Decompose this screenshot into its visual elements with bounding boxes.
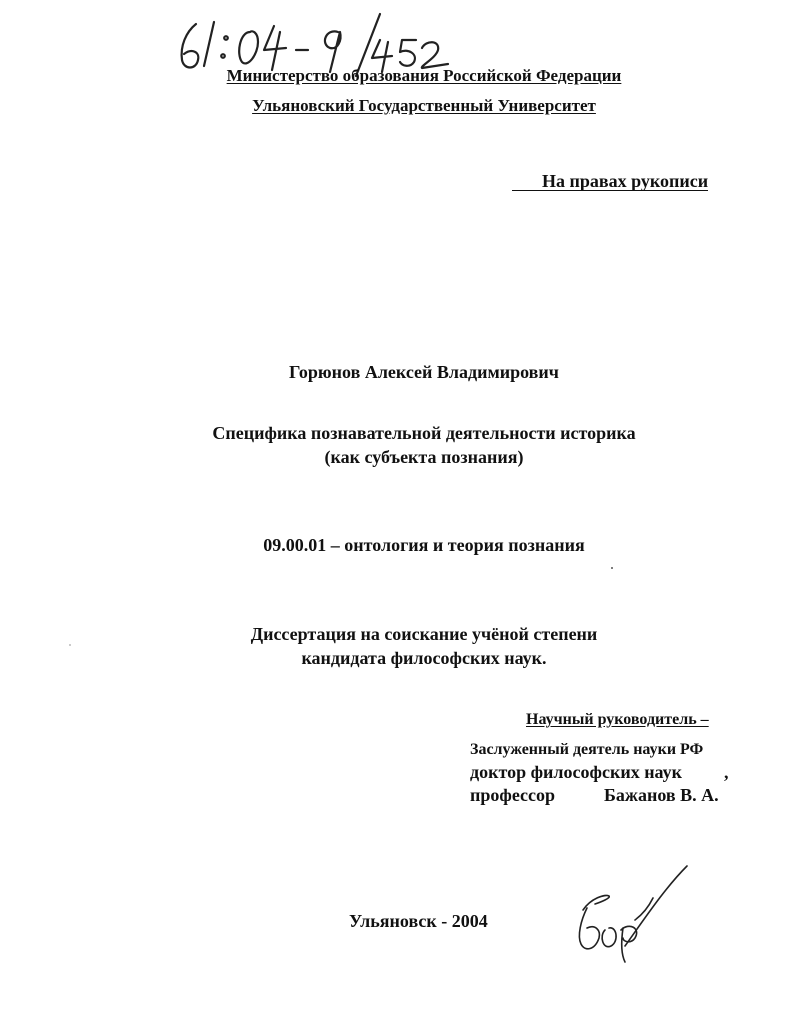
dissertation-title-line2: (как субъекта познания) [324,447,524,467]
ministry-heading: Министерство образования Российской Федерации [226,66,622,85]
university-heading: Ульяновский Государственный Университет [252,96,596,115]
supervisor-name: Бажанов В. А. [604,785,719,805]
author-name: Горюнов Алексей Владимирович [289,362,559,382]
degree-line1: Диссертация на соискание учёной степени [250,624,598,644]
specialty-code: 09.00.01 – онтология и теория познания [263,535,585,555]
supervisor-degree-comma: , [724,762,729,782]
rights-note: На правах рукописи [512,172,708,191]
scan-speck [69,644,71,646]
supervisor-heading: Научный руководитель – [526,711,709,728]
supervisor-degree: доктор философских наук [470,762,683,782]
handwritten-signature [565,858,695,968]
scan-speck [611,567,613,569]
dissertation-title-line1: Специфика познавательной деятельности историка [212,423,636,443]
degree-line2: кандидата философских наук. [301,648,547,668]
supervisor-rank: профессор [470,785,556,805]
supervisor-honorary-title: Заслуженный деятель науки РФ [470,741,704,758]
city-year: Ульяновск - 2004 [349,911,488,931]
